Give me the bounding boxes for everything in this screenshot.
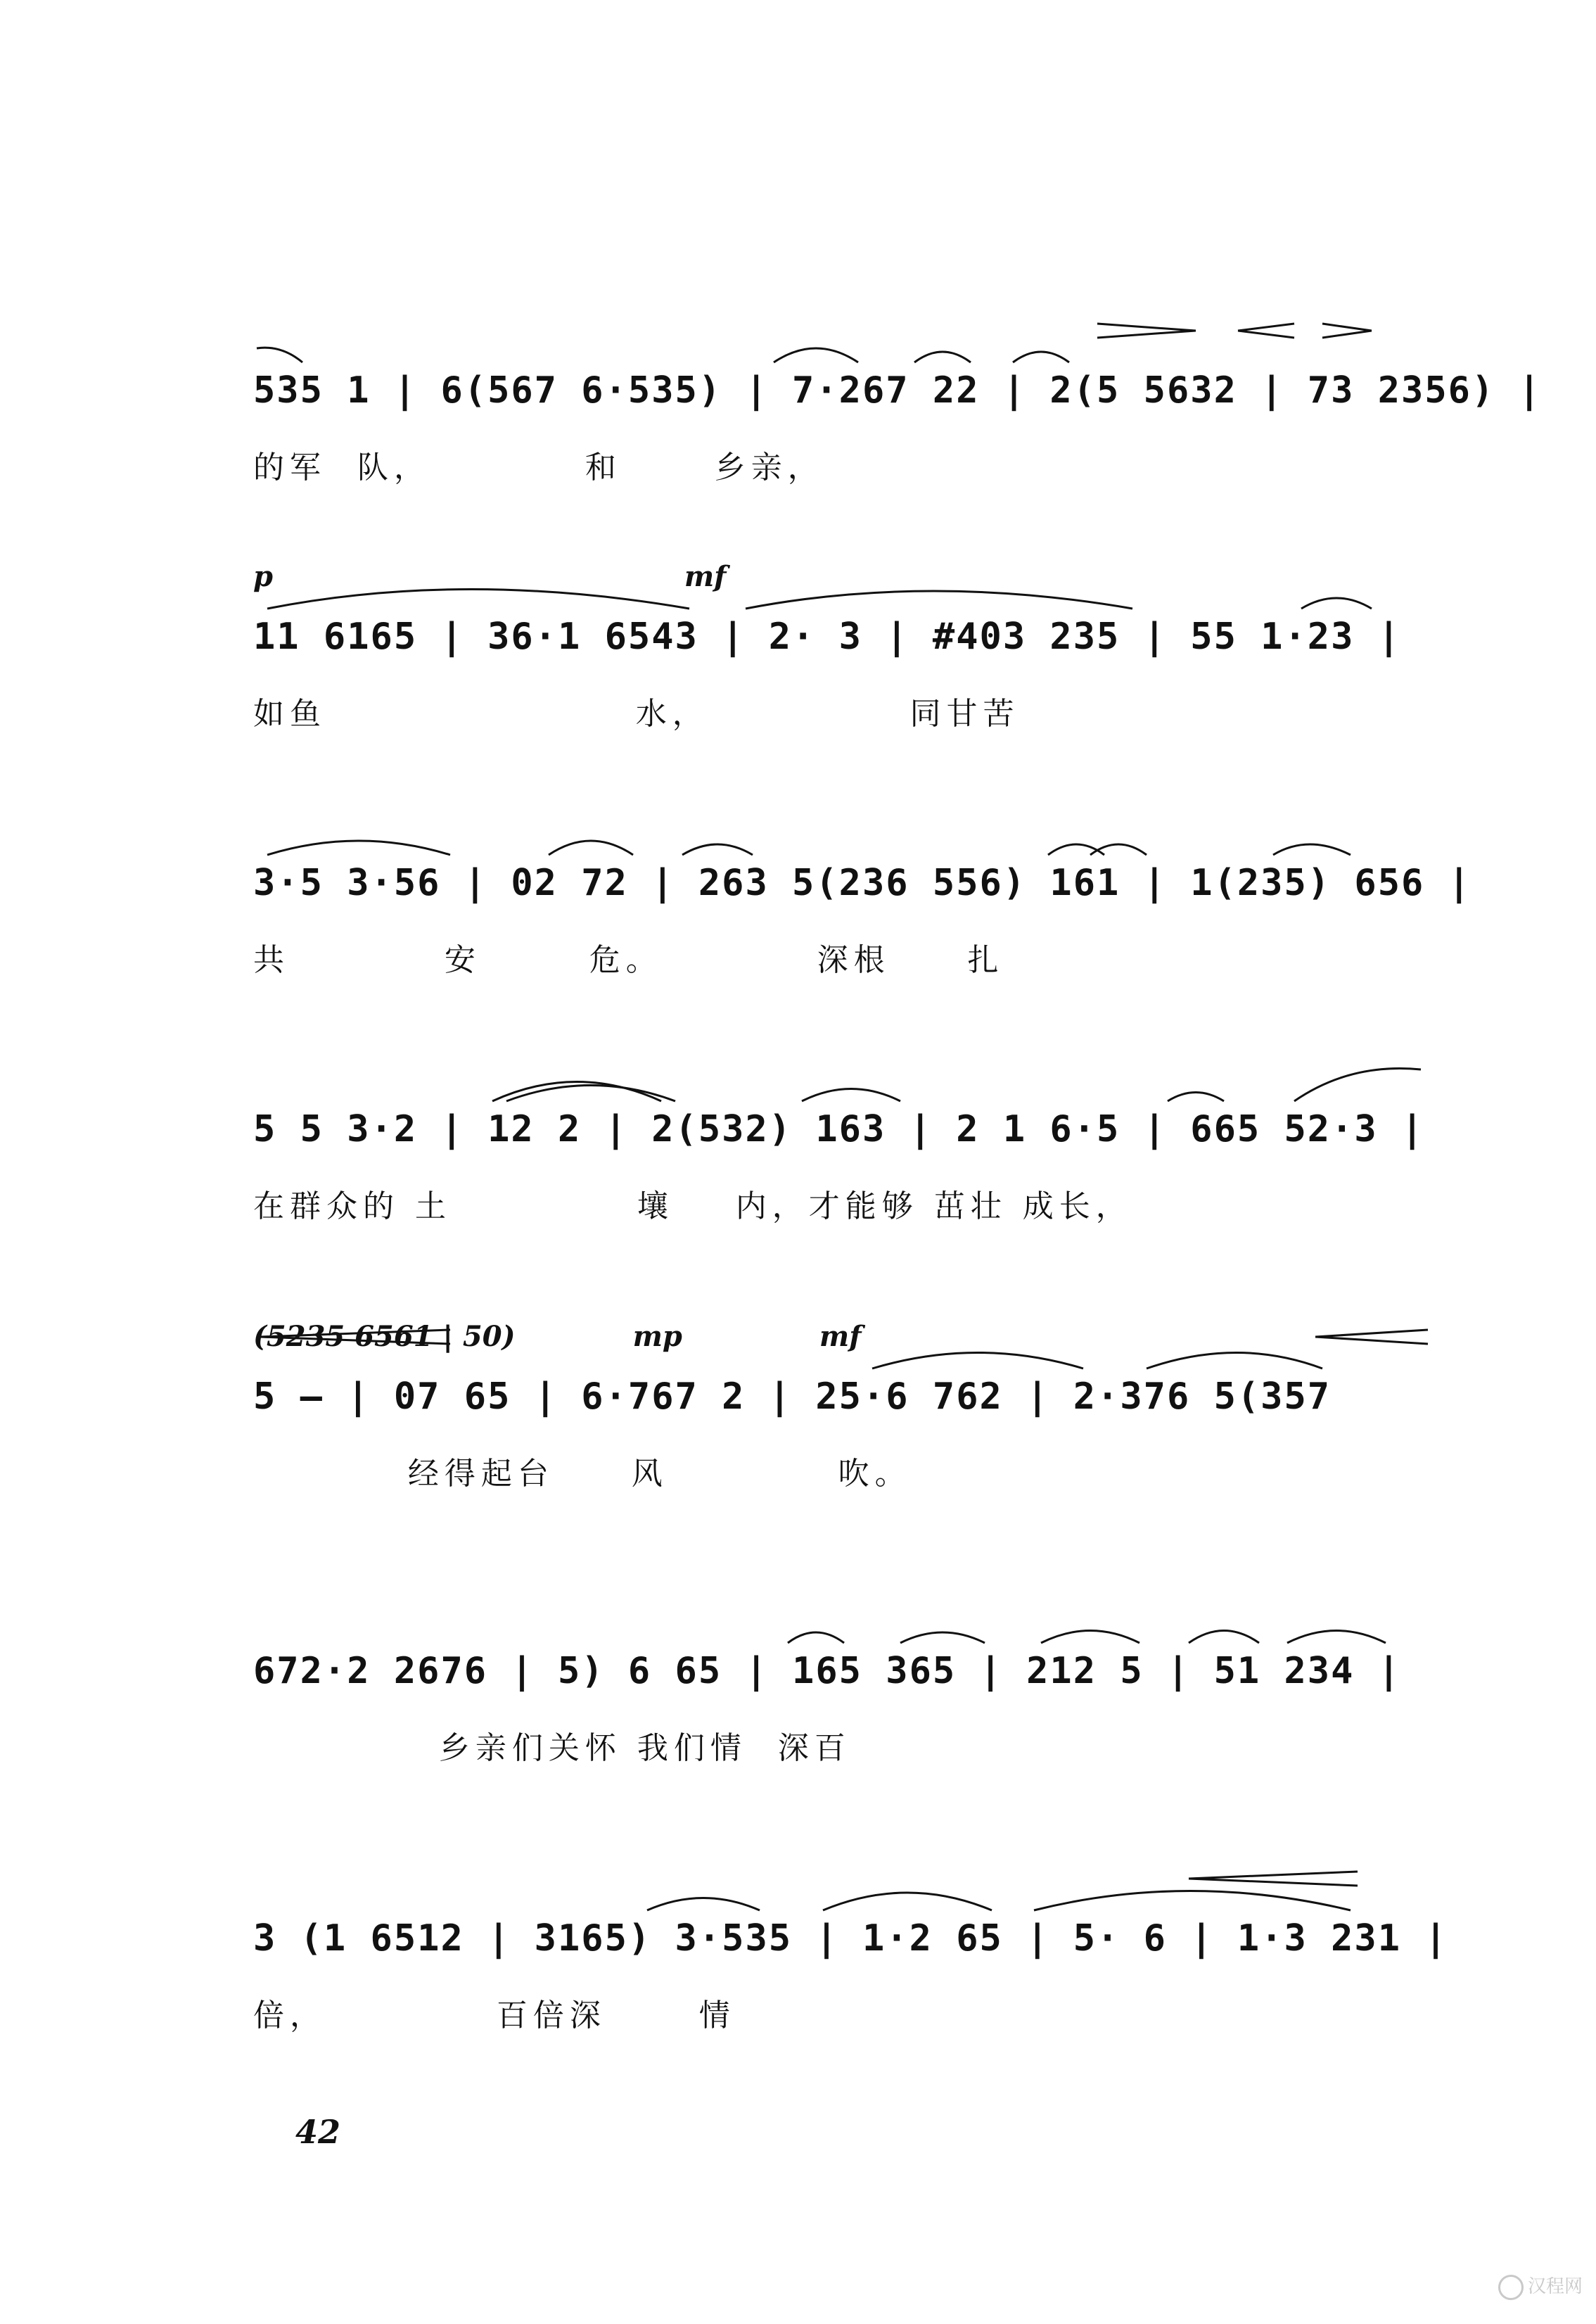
dynamic-marks [253, 1858, 1435, 1900]
dynamic-marks: (5235 6561 | 50) mp mf [253, 1320, 862, 1353]
lyric-line: 经得起台 风 吹。 [253, 1456, 912, 1492]
lyric-line: 如鱼 水， 同甘苦 [253, 696, 1020, 732]
score-system-4 [253, 1048, 1435, 1231]
dynamic-marks [253, 1590, 1435, 1632]
lyric-line: 倍， 百倍深 情 [253, 1998, 736, 2033]
dynamic-marks: p mf [253, 560, 727, 593]
score-system-5 [253, 1316, 1435, 1499]
score-system-7 [253, 1858, 1448, 2040]
note-line: 3·5 3·56 | 02 72 | 263 5(236 556) 161 | 1(235) 656 | [253, 862, 1471, 904]
watermark [1463, 2266, 1583, 2308]
dynamic-marks [253, 1048, 1435, 1091]
dynamic-marks [253, 802, 1435, 844]
note-line: 535 1 | 6(567 6·535) | 7·267 22 | 2(5 5632 | 73 2356) | [253, 369, 1542, 412]
note-line: 5 5 3·2 | 12 2 | 2(532) 163 | 2 1 6·5 | 665 52·3 | [253, 1108, 1425, 1150]
score-system-1 [253, 310, 1542, 493]
watermark-logo-icon [1498, 2275, 1524, 2300]
score-system-3 [253, 802, 1471, 985]
lyric-line: 共 安 危。 深根 扎 [253, 942, 1004, 978]
dynamic-marks [253, 310, 1435, 352]
note-line: 3 (1 6512 | 3165) 3·535 | 1·2 65 | 5· 6 | 1·3 231 | [253, 1917, 1448, 1960]
note-line: 672·2 2676 | 5) 6 65 | 165 365 | 212 5 | 51 234 | [253, 1650, 1402, 1692]
page-number: 42 [295, 2113, 341, 2151]
score-system-2 [253, 556, 1435, 739]
lyric-line: 乡亲们关怀 我们情 深百 [253, 1730, 851, 1766]
note-line: 11 6165 | 36·1 6543 | 2· 3 | #403 235 | 55 1·23 | [253, 616, 1402, 658]
lyric-line: 在群众的 土 壤 内，才能够 茁壮 成长， [253, 1188, 1132, 1224]
score-system-6 [253, 1590, 1435, 1773]
watermark-text: 汉程网 [1527, 2276, 1583, 2297]
lyric-line: 的军 队， 和 乡亲， [253, 450, 824, 485]
note-line: 5 — | 07 65 | 6·767 2 | 25·6 762 | 2·376 5(357 [253, 1376, 1332, 1418]
